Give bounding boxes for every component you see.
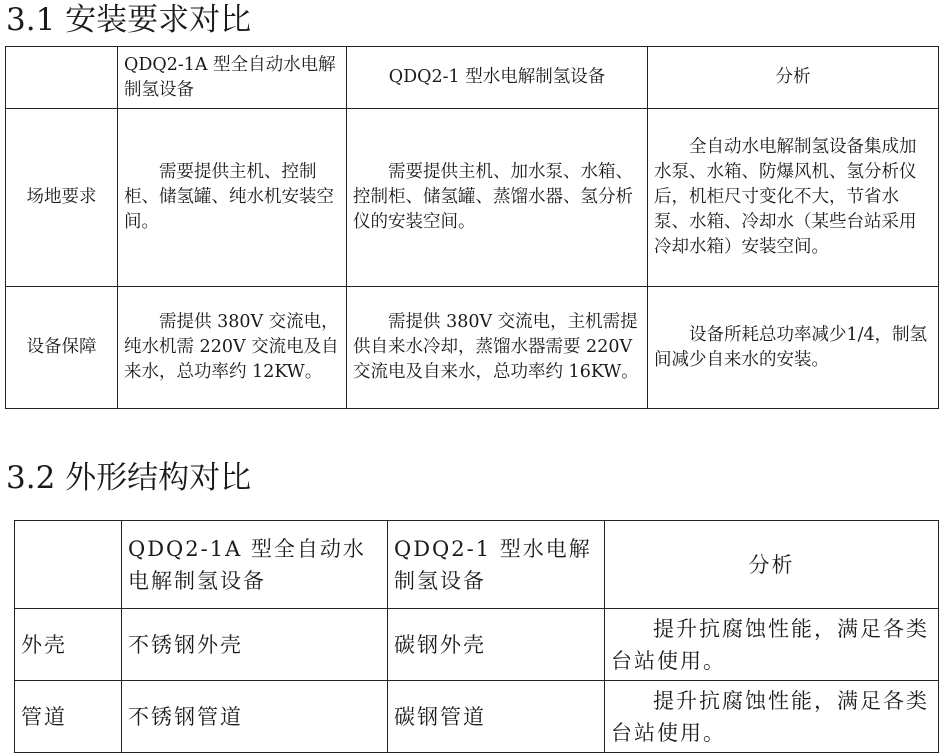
row-label-shell: 外壳 <box>15 609 122 681</box>
equip-analysis: 设备所耗总功率减少1/4，制氢间减少自来水的安装。 <box>648 287 939 409</box>
pipe-qdq2-1: 碳钢管道 <box>388 681 605 753</box>
row-label-equipment: 设备保障 <box>6 287 118 409</box>
table-row <box>15 609 939 681</box>
header-analysis: 分析 <box>648 47 939 109</box>
shell-qdq2-1: 碳钢外壳 <box>388 609 605 681</box>
shell-qdq2-1a: 不锈钢外壳 <box>122 609 388 681</box>
section-title-structure: 3.2 外形结构对比 <box>6 460 252 496</box>
row-label-pipe: 管道 <box>15 681 122 753</box>
install-comparison-table <box>5 46 939 409</box>
pipe-qdq2-1a: 不锈钢管道 <box>122 681 388 753</box>
section-title-install: 3.1 安装要求对比 <box>6 2 252 38</box>
row-label-site: 场地要求 <box>6 109 118 287</box>
header-empty-cell <box>15 521 122 609</box>
pipe-analysis: 提升抗腐蚀性能，满足各类台站使用。 <box>605 681 939 753</box>
site-req-analysis: 全自动水电解制氢设备集成加水泵、水箱、防爆风机、氢分析仪后，机柜尺寸变化不大，节省水泵、水箱、冷却水（某些台站采用冷却水箱）安装空间。 <box>648 109 939 287</box>
structure-comparison-table <box>14 520 939 753</box>
header-analysis: 分析 <box>605 521 939 609</box>
table-header-row <box>15 521 939 609</box>
table-header-row <box>6 47 939 109</box>
table-row <box>15 681 939 753</box>
site-req-qdq2-1: 需要提供主机、加水泵、水箱、控制柜、储氢罐、蒸馏水器、氢分析仪的安装空间。 <box>347 109 648 287</box>
table-row <box>6 109 939 287</box>
header-qdq2-1: QDQ2-1 型水电解制氢设备 <box>347 47 648 109</box>
header-qdq2-1a: QDQ2-1A 型全自动水电解制氢设备 <box>122 521 388 609</box>
equip-qdq2-1: 需提供 380V 交流电，主机需提供自来水冷却，蒸馏水器需要 220V 交流电及自来水，总功率约 16KW。 <box>347 287 648 409</box>
shell-analysis: 提升抗腐蚀性能，满足各类台站使用。 <box>605 609 939 681</box>
table-row <box>6 287 939 409</box>
header-qdq2-1: QDQ2-1 型水电解制氢设备 <box>388 521 605 609</box>
header-qdq2-1a: QDQ2-1A 型全自动水电解制氢设备 <box>118 47 347 109</box>
equip-qdq2-1a: 需提供 380V 交流电，纯水机需 220V 交流电及自来水，总功率约 12KW。 <box>118 287 347 409</box>
header-empty-cell <box>6 47 118 109</box>
site-req-qdq2-1a: 需要提供主机、控制柜、储氢罐、纯水机安装空间。 <box>118 109 347 287</box>
